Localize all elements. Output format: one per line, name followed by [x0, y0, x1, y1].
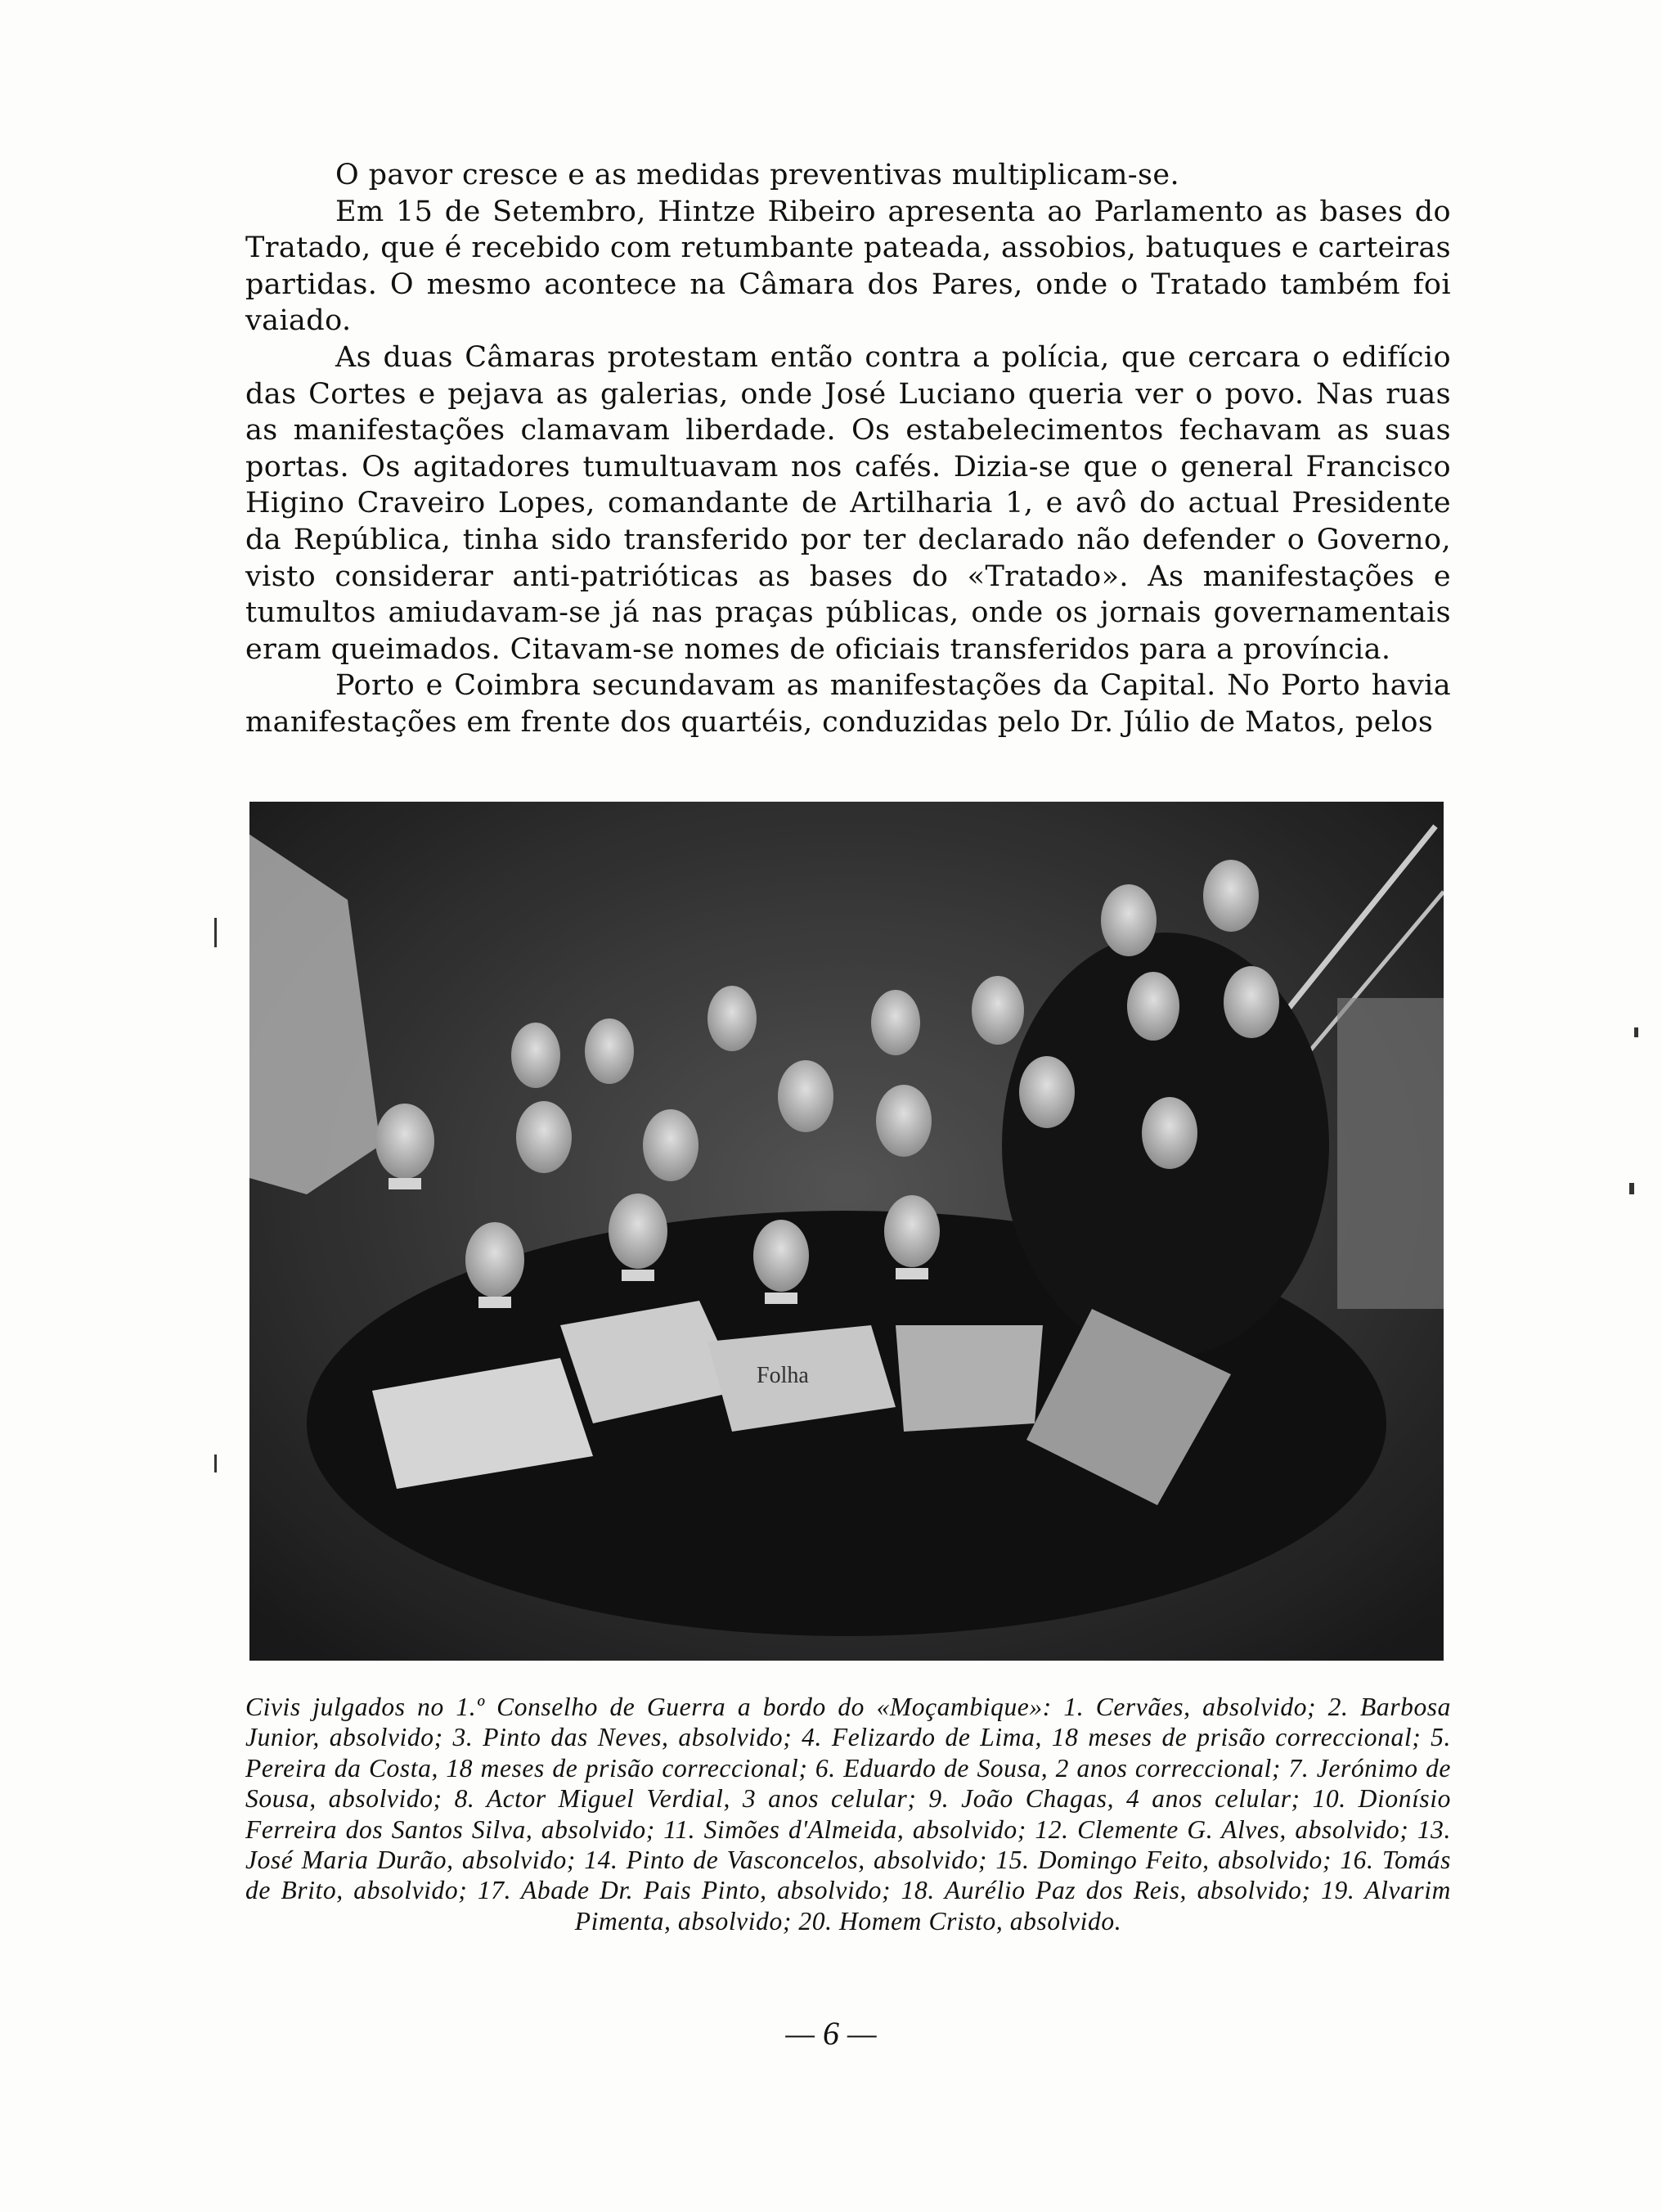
- page-number: — 6 —: [785, 2015, 877, 2052]
- paragraph-1: O pavor cresce e as medidas preventivas multiplicam-se.: [335, 159, 1180, 191]
- paragraph-2: Em 15 de Setembro, Hintze Ribeiro apresenta ao Parlamento as bases do Tratado, que é recebido com retumbante pateada, assobios, batuques e carteiras partidas. O mesmo acontece na Câmara dos Pares, onde o Tratado também foi vaiado.: [245, 195, 1451, 338]
- group-photograph: [249, 802, 1444, 1661]
- paragraph-4: Porto e Coimbra secundavam as manifestações da Capital. No Porto havia manifestações em frente dos quartéis, conduzidas pelo Dr. Júlio de Matos, pelos: [245, 669, 1451, 739]
- scan-mark: [214, 918, 217, 947]
- scan-mark: [1629, 1183, 1634, 1194]
- scan-mark: [214, 1454, 217, 1472]
- photograph-image: [249, 802, 1444, 1661]
- scan-mark: [1634, 1027, 1638, 1037]
- newspaper-masthead: Folha: [757, 1363, 809, 1388]
- body-text: [245, 157, 1451, 741]
- photo-caption: Civis julgados no 1.º Conselho de Guerra a bordo do «Moçambique»: 1. Cervães, absolvido; 2. Barbosa Junior, absolvido; 3. Pinto das Neves, absolvido; 4. Felizardo de Lima, 18 meses de prisão correccional; 5. Pereira da Costa, 18 meses de prisão correccional; 6. Eduardo de Sousa, 2 anos correccional; 7. Jerónimo de Sousa, absolvido; 8. Actor Miguel Verdial, 3 anos celular; 9. João Chagas, 4 anos celular; 10. Dionísio Ferreira dos Santos Silva, absolvido; 11. Simões d'Almeida, absolvido; 12. Clemente G. Alves, absolvido; 13. José Maria Durão, absolvido; 14. Pinto de Vasconcelos, absolvido; 15. Domingo Feito, absolvido; 16. Tomás de Brito, absolvido; 17. Abade Dr. Pais Pinto, absolvido; 18. Aurélio Paz dos Reis, absolvido; 19. Alvarim Pimenta, absolvido; 20. Homem Cristo, absolvido.: [245, 1693, 1451, 1936]
- paragraph-3: As duas Câmaras protestam então contra a polícia, que cercara o edifício das Cortes e pejava as galerias, onde José Luciano queria ver o povo. Nas ruas as manifestações clamavam liberdade. Os estabelecimentos fechavam as suas portas. Os agitadores tumultuavam nos cafés. Dizia-se que o general Francisco Higino Craveiro Lopes, comandante de Artilharia 1, e avô do actual Presidente da República, tinha sido transferido por ter declarado não defender o Governo, visto considerar anti-patrióticas as bases do «Tratado». As manifestações e tumultos amiudavam-se já nas praças públicas, onde os jornais governamentais eram queimados. Citavam-se nomes de oficiais transferidos para a província.: [245, 340, 1451, 666]
